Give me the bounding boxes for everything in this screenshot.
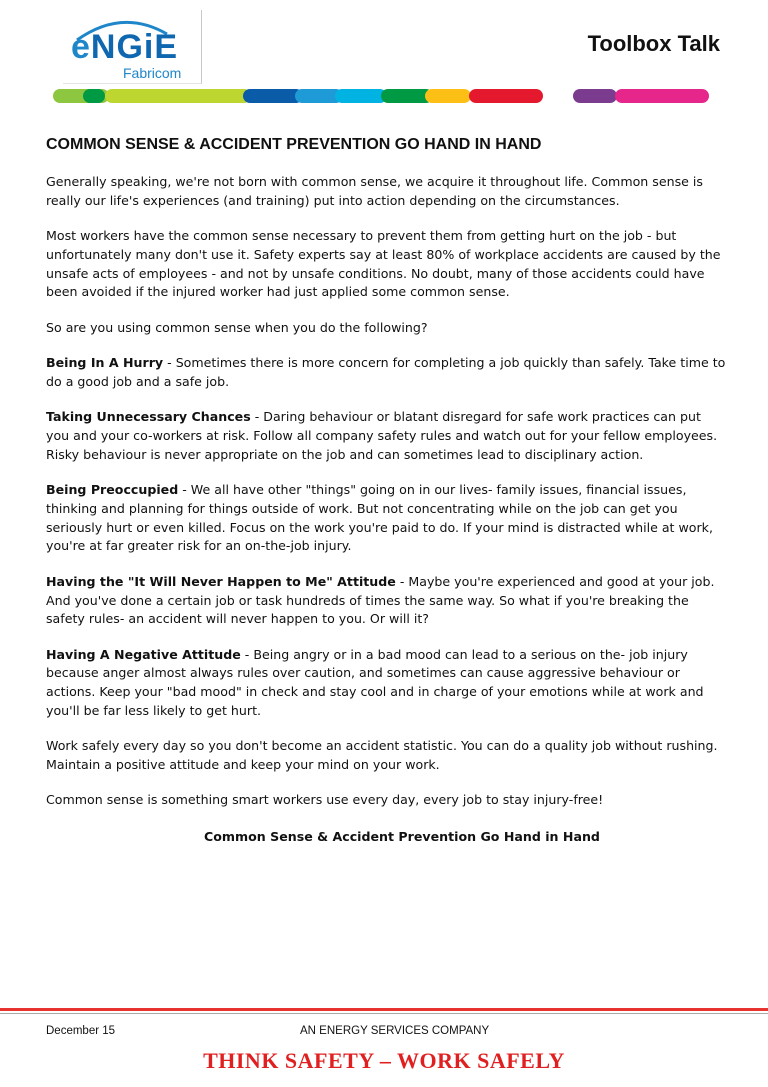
- color-bar-segment: [105, 89, 251, 103]
- point-term: Taking Unnecessary Chances: [46, 409, 251, 425]
- question-paragraph: So are you using common sense when you do the following?: [46, 319, 428, 335]
- point-term: Having A Negative Attitude: [46, 646, 241, 662]
- logo-subbrand: Fabricom: [123, 65, 182, 81]
- outro-paragraph-1: Work safely every day so you don't become an accident statistic. You can do a quality job without rushing. Maintain a positive attitude and keep your mind on your work.: [46, 738, 718, 773]
- intro-paragraph-2: Most workers have the common sense necessary to prevent them from getting hurt on the job - but unfortunately many don't use it. Safety experts say at least 80% of workplace accidents are caused by the unsafe acts of employees - and not by unsafe conditions. No doubt, many of those accidents could have been avoided if the injured worker had just applied some common sense.: [46, 228, 721, 300]
- logo-brand-rest: NGiE: [90, 28, 179, 66]
- point-text: - Maybe you're experienced and good at your job. And you've done a certain job or task hundreds of times the same way. So what if you're breaking the safety rules- an accident will never happen to you. Or will it?: [46, 573, 715, 627]
- color-bar-segment: [83, 89, 105, 103]
- color-bar-segment: [573, 89, 617, 103]
- point-term: Being In A Hurry: [46, 355, 164, 371]
- footer-divider-grey: [0, 1013, 768, 1014]
- color-bar-segment: [469, 89, 543, 103]
- point-unnecessary-chances: [46, 408, 726, 464]
- point-text: - Daring behaviour or blatant disregard for safe work practices can put you and your co-workers at risk. Follow all company safety rules and watch out for your fellow employees. Risky behaviour is never appropriate on the job and can sometimes lead to disciplinary action.: [46, 409, 718, 462]
- point-negative-attitude: [46, 646, 726, 721]
- logo-brand-initial: e: [71, 28, 91, 66]
- color-bar-segment: [425, 89, 471, 103]
- company-logo: [63, 10, 202, 84]
- color-bar-segment: [335, 89, 387, 103]
- brand-color-bar: [53, 89, 709, 103]
- article-body: [46, 135, 726, 846]
- document-title: Toolbox Talk: [587, 31, 720, 56]
- intro-paragraph-1: Generally speaking, we're not born with common sense, we acquire it throughout life. Common sense is really our life's experiences (and training) put into action depending on the circumstances.: [46, 174, 703, 208]
- footer-divider-red: [0, 1008, 768, 1011]
- color-bar-segment: [243, 89, 303, 103]
- point-text: - Sometimes there is more concern for completing a job quickly than safely. Take time to do a good job and a safe job.: [46, 355, 726, 389]
- article-heading: COMMON SENSE & ACCIDENT PREVENTION GO HAND IN HAND: [46, 136, 542, 153]
- point-text: - Being angry or in a bad mood can lead to a serious on the- job injury because anger almost always rules over caution, and sometimes can cause aggressive behaviour or actions. Keep your "bad mood" in check and stay cool and in charge of your emotions while at work and you'll be far less likely to get hurt.: [46, 646, 704, 719]
- outro-paragraph-2: Common sense is something smart workers use every day, every job to stay injury-free!: [46, 792, 604, 808]
- logo-brand: [71, 30, 178, 64]
- color-bar-segment: [615, 89, 709, 103]
- footer-slogan: THINK SAFETY – WORK SAFELY: [203, 1048, 565, 1073]
- point-being-in-a-hurry: [46, 354, 726, 392]
- point-text: - We all have other "things" going on in our lives- family issues, financial issues, thinking and planning for things outside of work. But not concentrating while on the job can get you seriously hurt or even killed. Focus on the work you're paid to do. If your mind is distracted while at work, you're at far greater risk for an on-the-job injury.: [46, 482, 713, 554]
- point-term: Having the "It Will Never Happen to Me" Attitude: [46, 573, 396, 589]
- point-being-preoccupied: [46, 481, 726, 556]
- closing-line: Common Sense & Accident Prevention Go Hand in Hand: [204, 828, 600, 844]
- point-never-happen-to-me: [46, 573, 726, 629]
- footer-company: AN ENERGY SERVICES COMPANY: [300, 1025, 490, 1037]
- footer-date: December 15: [46, 1025, 116, 1037]
- point-term: Being Preoccupied: [46, 482, 179, 498]
